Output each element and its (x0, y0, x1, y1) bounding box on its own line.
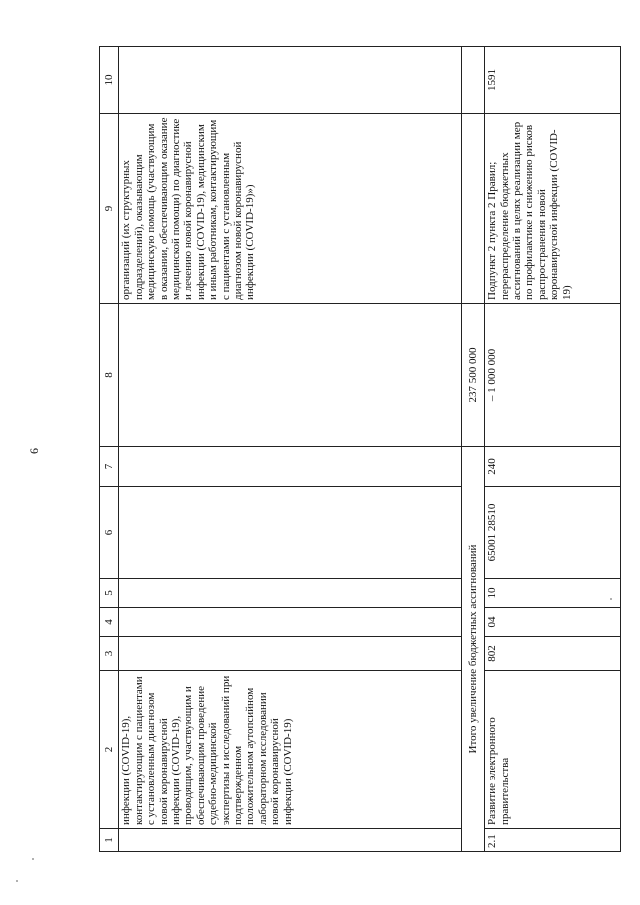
table-wrapper (99, 47, 621, 852)
cell-name: Развитие электронного правительства (485, 671, 621, 829)
scan-speck (16, 880, 18, 882)
header-cell: 10 (100, 47, 119, 114)
header-cell: 6 (100, 487, 119, 579)
cell-col7: 240 (485, 447, 621, 487)
cell-col5: 10 (485, 579, 621, 608)
cell-empty (119, 47, 461, 114)
cell-name-continued: инфекции (COVID-19), контактирующим с пациентами с установленным диагнозом новой коронавирусной инфекции (COVID-19), проводящим, участвующим и обеспечивающим проведение судебно-медицинской экспертизы и исследований при подтвержденном положительном аутопсийном лабораторном исследовании новой коронавирусной инфекции (COVID-19) (119, 671, 461, 829)
cell-col4: 04 (485, 608, 621, 637)
header-cell: 2 (100, 671, 119, 829)
scan-speck (610, 598, 612, 600)
total-amount: 237 500 000 (461, 304, 484, 447)
cell-empty (461, 47, 484, 114)
scan-speck (32, 858, 34, 860)
cell-col10: 1591 (485, 47, 621, 114)
header-cell: 1 (100, 829, 119, 852)
total-label: Итого увеличение бюджетных ассигнований (461, 447, 484, 852)
page-number: 6 (27, 448, 41, 454)
cell-empty (119, 829, 461, 852)
header-cell: 9 (100, 114, 119, 304)
table-row-continued (119, 47, 461, 852)
header-cell: 7 (100, 447, 119, 487)
cell-row-number: 2.1 (485, 829, 621, 852)
cell-empty (461, 114, 484, 304)
cell-basis-continued: организаций (их структурных подразделений), оказывающим медицинскую помощь (участвующим в оказании, обеспечивающим оказание медицинской помощи) по диагностике и лечению новой коронавирусной инфекции (COVID-19), медицинским и иным работникам, контактирующим с пациентами с установленным диагнозом новой коронавирусной инфекции (COVID-19)») (119, 114, 461, 304)
cell-col6: 65001 28510 (485, 487, 621, 579)
table-row-2-1 (485, 47, 621, 852)
budget-table (99, 46, 621, 852)
rotated-table-frame (99, 47, 621, 852)
header-cell: 5 (100, 579, 119, 608)
header-row (100, 47, 119, 852)
cell-empty (119, 579, 461, 608)
cell-basis: Подпункт 2 пункта 2 Правил; перераспределение бюджетных ассигнований в целях реализации мер по профилактике и снижению рисков распространения новой коронавирусной инфекции (COVID-19) (485, 114, 621, 304)
header-cell: 4 (100, 608, 119, 637)
cell-col3: 802 (485, 637, 621, 671)
cell-empty (119, 637, 461, 671)
table-row-total (461, 47, 484, 852)
header-cell: 8 (100, 304, 119, 447)
cell-empty (119, 447, 461, 487)
cell-empty (119, 608, 461, 637)
cell-amount: – 1 000 000 (485, 304, 621, 447)
cell-empty (119, 487, 461, 579)
cell-empty (119, 304, 461, 447)
header-cell: 3 (100, 637, 119, 671)
